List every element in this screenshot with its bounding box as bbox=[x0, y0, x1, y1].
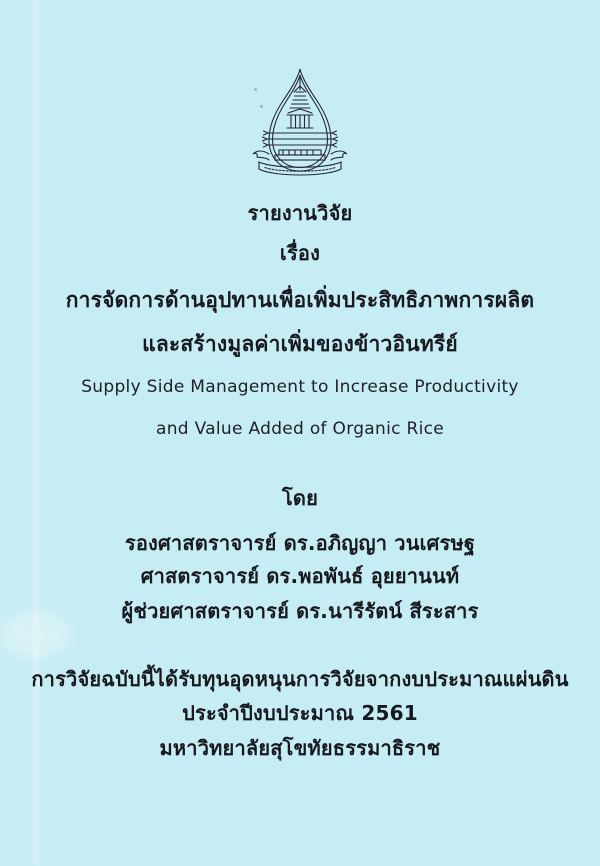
author-line-3: ผู้ช่วยศาสตราจารย์ ดร.นารีรัตน์ สีระสาร bbox=[121, 599, 479, 623]
title-thai-line1: การจัดการด้านอุปทานเพื่อเพิ่มประสิทธิภาพการผลิต bbox=[65, 288, 535, 312]
author-line-1: รองศาสตราจารย์ ดร.อภิญญา วนเศรษฐ bbox=[124, 531, 476, 555]
author-line-2: ศาสตราจารย์ ดร.พอพันธ์ อุยยานนท์ bbox=[140, 564, 460, 588]
subject-label: เรื่อง bbox=[279, 241, 321, 265]
funding-statement-line1: การวิจัยฉบับนี้ได้รับทุนอุดหนุนการวิจัยจากงบประมาณแผ่นดิน bbox=[31, 667, 569, 691]
stou-university-emblem-icon bbox=[239, 66, 361, 192]
report-type-label: รายงานวิจัย bbox=[247, 201, 353, 225]
title-english-line2: and Value Added of Organic Rice bbox=[156, 419, 444, 439]
university-name: มหาวิทยาลัยสุโขทัยธรรมาธิราช bbox=[159, 736, 441, 760]
by-label: โดย bbox=[281, 486, 319, 510]
title-thai-line2: และสร้างมูลค่าเพิ่มของข้าวอินทรีย์ bbox=[142, 332, 458, 356]
funding-statement-line2: ประจำปีงบประมาณ 2561 bbox=[182, 701, 418, 725]
title-english-line1: Supply Side Management to Increase Productivity bbox=[81, 377, 519, 397]
